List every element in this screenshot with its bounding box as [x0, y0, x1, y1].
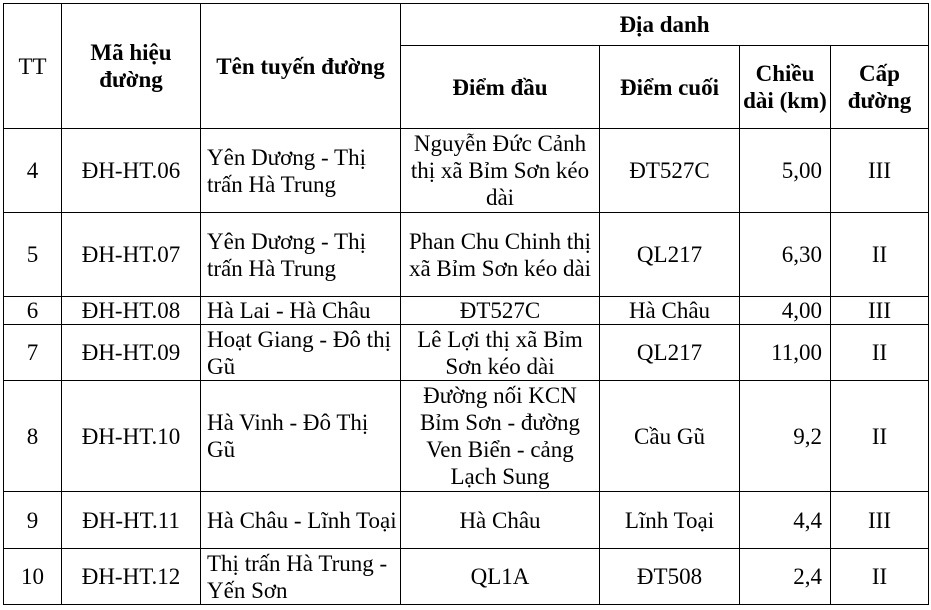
cell-end-point: ĐT508 [600, 549, 740, 605]
table-row [4, 297, 929, 325]
cell-tt: 7 [4, 325, 62, 381]
table-row [4, 213, 929, 297]
cell-road-code: ĐH-HT.09 [62, 325, 201, 381]
header-road-name: Tên tuyến đường [201, 4, 401, 129]
cell-length: 4,00 [740, 297, 831, 325]
cell-road-code: ĐH-HT.12 [62, 549, 201, 605]
cell-road-name: Hà Lai - Hà Châu [201, 297, 401, 325]
cell-start-point: Lê Lợi thị xã Bỉm Sơn kéo dài [401, 325, 600, 381]
cell-grade: II [831, 549, 929, 605]
cell-start-point: Hà Châu [401, 492, 600, 549]
cell-road-code: ĐH-HT.06 [62, 129, 201, 213]
cell-end-point: Lĩnh Toại [600, 492, 740, 549]
cell-start-point: ĐT527C [401, 297, 600, 325]
cell-road-code: ĐH-HT.11 [62, 492, 201, 549]
cell-end-point: QL217 [600, 213, 740, 297]
header-end-point: Điểm cuối [600, 46, 740, 129]
cell-start-point: Nguyễn Đức Cảnh thị xã Bỉm Sơn kéo dài [401, 129, 600, 213]
cell-length: 9,2 [740, 381, 831, 492]
cell-end-point: ĐT527C [600, 129, 740, 213]
table-row [4, 549, 929, 605]
header-start-point: Điểm đầu [401, 46, 600, 129]
cell-grade: II [831, 213, 929, 297]
cell-length: 6,30 [740, 213, 831, 297]
cell-road-code: ĐH-HT.07 [62, 213, 201, 297]
cell-length: 2,4 [740, 549, 831, 605]
cell-grade: III [831, 297, 929, 325]
table-row [4, 325, 929, 381]
cell-road-name: Thị trấn Hà Trung - Yến Sơn [201, 549, 401, 605]
cell-tt: 5 [4, 213, 62, 297]
header-grade: Cấp đường [831, 46, 929, 129]
cell-grade: II [831, 381, 929, 492]
cell-road-name: Hà Châu - Lĩnh Toại [201, 492, 401, 549]
cell-length: 11,00 [740, 325, 831, 381]
cell-road-code: ĐH-HT.10 [62, 381, 201, 492]
cell-road-name: Hoạt Giang - Đô thị Gũ [201, 325, 401, 381]
header-tt: TT [4, 4, 62, 129]
cell-tt: 10 [4, 549, 62, 605]
cell-start-point: QL1A [401, 549, 600, 605]
cell-tt: 6 [4, 297, 62, 325]
cell-grade: III [831, 492, 929, 549]
header-length: Chiều dài (km) [740, 46, 831, 129]
cell-end-point: Hà Châu [600, 297, 740, 325]
table-row [4, 129, 929, 213]
cell-grade: II [831, 325, 929, 381]
cell-tt: 4 [4, 129, 62, 213]
table-body [4, 129, 929, 605]
road-table [3, 3, 929, 605]
cell-start-point: Phan Chu Chinh thị xã Bỉm Sơn kéo dài [401, 213, 600, 297]
header-road-code: Mã hiệu đường [62, 4, 201, 129]
cell-tt: 8 [4, 381, 62, 492]
cell-road-name: Hà Vinh - Đô Thị Gũ [201, 381, 401, 492]
cell-road-name: Yên Dương - Thị trấn Hà Trung [201, 129, 401, 213]
cell-tt: 9 [4, 492, 62, 549]
cell-grade: III [831, 129, 929, 213]
table-header [4, 4, 929, 129]
cell-end-point: Cầu Gũ [600, 381, 740, 492]
cell-length: 4,4 [740, 492, 831, 549]
cell-road-name: Yên Dương - Thị trấn Hà Trung [201, 213, 401, 297]
cell-road-code: ĐH-HT.08 [62, 297, 201, 325]
cell-length: 5,00 [740, 129, 831, 213]
cell-end-point: QL217 [600, 325, 740, 381]
cell-start-point: Đường nối KCN Bỉm Sơn - đường Ven Biển - cảng Lạch Sung [401, 381, 600, 492]
table-row [4, 492, 929, 549]
table-row [4, 381, 929, 492]
header-place-name: Địa danh [401, 4, 929, 46]
